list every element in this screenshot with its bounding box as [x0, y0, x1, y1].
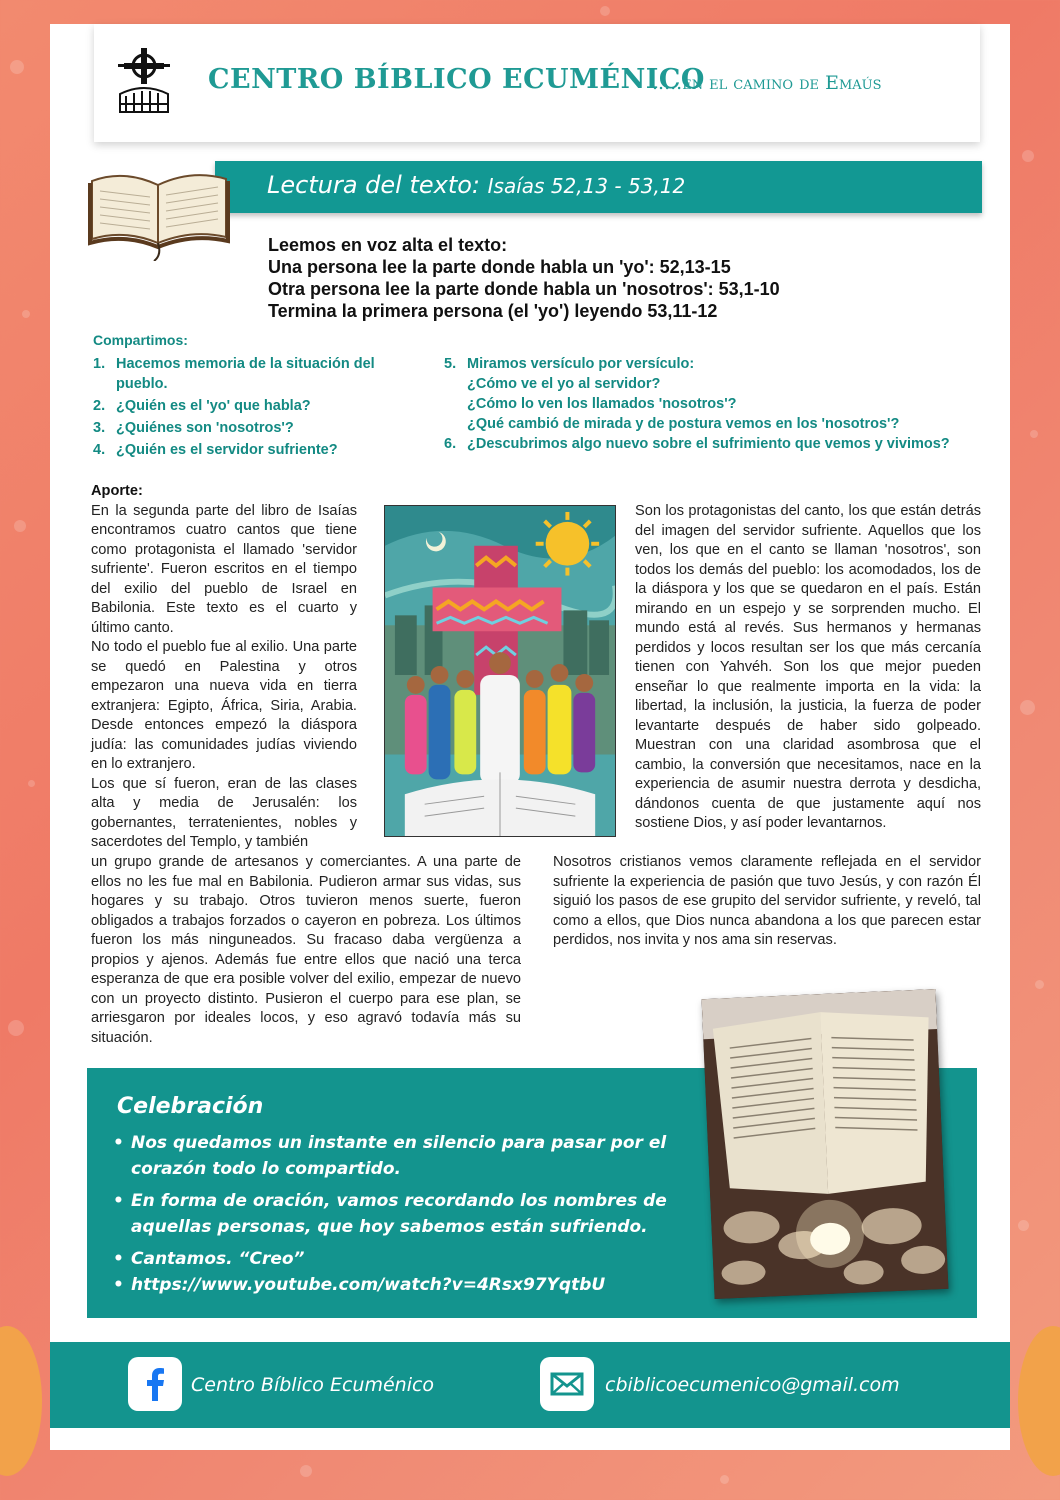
header — [94, 24, 980, 142]
aporte-paragraph-continued: un grupo grande de artesanos y comerciantes. A una parte de ellos no les fue mal en Babilonia. Pudieron armar sus vidas, sus hogares y su trabajo. Otros tuvieron menos suerte, fueron obligados a trabajos forzados o cayeron en pobreza. Los últimos fueron los más ninguneados. Su fracaso daba vergüenza a propios y ajenos. Además fue entre ellos que nació una terca esperanza de que era posible volver del exilio, empezar de nuevo con un proyecto distinto. Pusieron el cuerpo para ese plan, se arriesgaron por ideales locos, y eso agravó todavía más su situación. — [91, 854, 521, 1046]
intro-line: Termina la primera persona (el 'yo') leyendo 53,11-12 — [268, 301, 718, 321]
aporte-column-left — [91, 482, 357, 853]
aporte-paragraph: Los que sí fueron, eran de las clases alta y media de Jerusalén: los gobernantes, terratenientes, nobles y sacerdotes del Templo, y también — [91, 775, 357, 850]
aporte-title: Aporte: — [91, 483, 143, 499]
question-subitem: ¿Qué cambió de mirada y de postura vemos en los 'nosotros'? — [467, 416, 900, 432]
intro-line: Leemos en voz alta el texto: — [268, 235, 508, 255]
aporte-paragraph: En la segunda parte del libro de Isaías encontramos cuatro cantos que tiene como protagonista el llamado 'servidor sufriente'. Fueron escritos en el tiempo del exilio del pueblo de Israel en Babilonia. Este texto es el cuarto y último canto. — [91, 502, 357, 636]
question-item: 6. ¿Descubrimos algo nuevo sobre el sufrimiento que vemos y vivimos? — [444, 436, 950, 452]
right-orange-arc — [1018, 1326, 1060, 1476]
celebration-title: Celebración — [117, 1094, 264, 1119]
aporte-paragraph: No todo el pueblo fue al exilio. Una parte se quedó en Palestina y otros empezaron una nueva vida en tierra extranjera: Egipto, África, Siria, Arabia. Desde entonces empezó la diáspora judía: las comunidades judías viviendo en lo extranjero. — [91, 639, 357, 772]
question-subitem: ¿Cómo ve el yo al servidor? — [467, 376, 661, 392]
question-item: 1. Hacemos memoria de la situación del pueblo. — [93, 356, 375, 392]
facebook-link[interactable]: Centro Bíblico Ecuménico — [191, 1374, 435, 1396]
header-title: CENTRO BÍBLICO ECUMÉNICO — [208, 64, 705, 95]
intro-line: Otra persona lee la parte donde habla un 'nosotros': 53,1-10 — [268, 279, 780, 299]
reading-label: Lectura del texto: — [267, 171, 481, 199]
left-orange-arc — [0, 1326, 42, 1476]
celebration-item: • En forma de oración, vamos recordando los nombres de aquellas personas, que hoy sabemos están sufriendo. — [113, 1188, 703, 1240]
question-list-right — [444, 354, 1004, 454]
celebration-item: • Nos quedamos un instante en silencio para pasar por el corazón todo lo compartido. — [113, 1130, 703, 1182]
reading-reference: Isaías 52,13 - 53,12 — [487, 174, 686, 198]
question-list-left — [93, 354, 393, 460]
celebration-link[interactable]: • https://www.youtube.com/watch?v=4Rsx97YqtbU — [113, 1272, 703, 1298]
share-heading: Compartimos: — [93, 332, 188, 348]
celebration-list — [113, 1130, 703, 1304]
question-subitem: ¿Cómo lo ven los llamados 'nosotros'? — [467, 396, 737, 412]
header-subtitle: .....en el camino de Emaús — [652, 72, 882, 94]
question-item: 5. Miramos versículo por versículo: — [444, 356, 695, 372]
celebration-item: • Cantamos. “Creo” — [113, 1246, 703, 1272]
reading-title — [267, 171, 685, 199]
question-item: 4. ¿Quién es el servidor sufriente? — [93, 442, 338, 458]
ecumenical-cross-logo-icon — [116, 46, 172, 116]
page — [50, 24, 1010, 1450]
aporte-closing-paragraph: Nosotros cristianos vemos claramente reflejada en el servidor sufriente la experiencia de pasión que tuvo Jesús, y con razón Él siguió los pasos de ese grupito del servidor sufriente, y reveló, tal como a ellos, que Dios nunca abandona a los que parecen estar perdidos, nos invita y nos ama sin reservas. — [553, 854, 981, 948]
bible-candle-photo — [702, 989, 949, 1299]
intro-line: Una persona lee la parte donde habla un 'yo': 52,13-15 — [268, 257, 731, 277]
open-bible-icon — [84, 151, 234, 261]
facebook-icon[interactable] — [128, 1357, 182, 1411]
question-item: 3. ¿Quiénes son 'nosotros'? — [93, 420, 294, 436]
email-link[interactable]: cbiblicoecumenico@gmail.com — [605, 1374, 900, 1396]
footer — [50, 1342, 1010, 1428]
reading-banner — [215, 161, 982, 213]
envelope-icon[interactable] — [540, 1357, 594, 1411]
intro-instructions — [268, 234, 958, 322]
question-item: 2. ¿Quién es el 'yo' que habla? — [93, 398, 311, 414]
aporte-column-right: Son los protagonistas del canto, los que están detrás del imagen del servidor sufriente. Aquellos que los ven, los que en el canto se llaman 'nosotros', son todos los demás del pueblo: los acomodados, los de la diáspora y los que se quedaron en el país. Están mirando en un espejo y se sorprenden mucho. El mundo está al revés. Sus hermanos y hermanas perdidos y locos resultan ser los que más cercanía tienen con Yahvéh. Son los que mejor pueden enseñar lo que realmente importa en la vida: la libertad, la inclusión, la justicia, la fuerza de poder levantarte después de haber sido golpeado. Muestran con una claridad asombrosa que el cambio, la conversión que necesitamos, nace en la experiencia de asumir nuestra derrota y desdicha, dándonos cuenta de que justamente aquí nos sostiene Dios, y así poder levantarnos. — [635, 503, 981, 831]
servant-illustration — [384, 505, 616, 837]
